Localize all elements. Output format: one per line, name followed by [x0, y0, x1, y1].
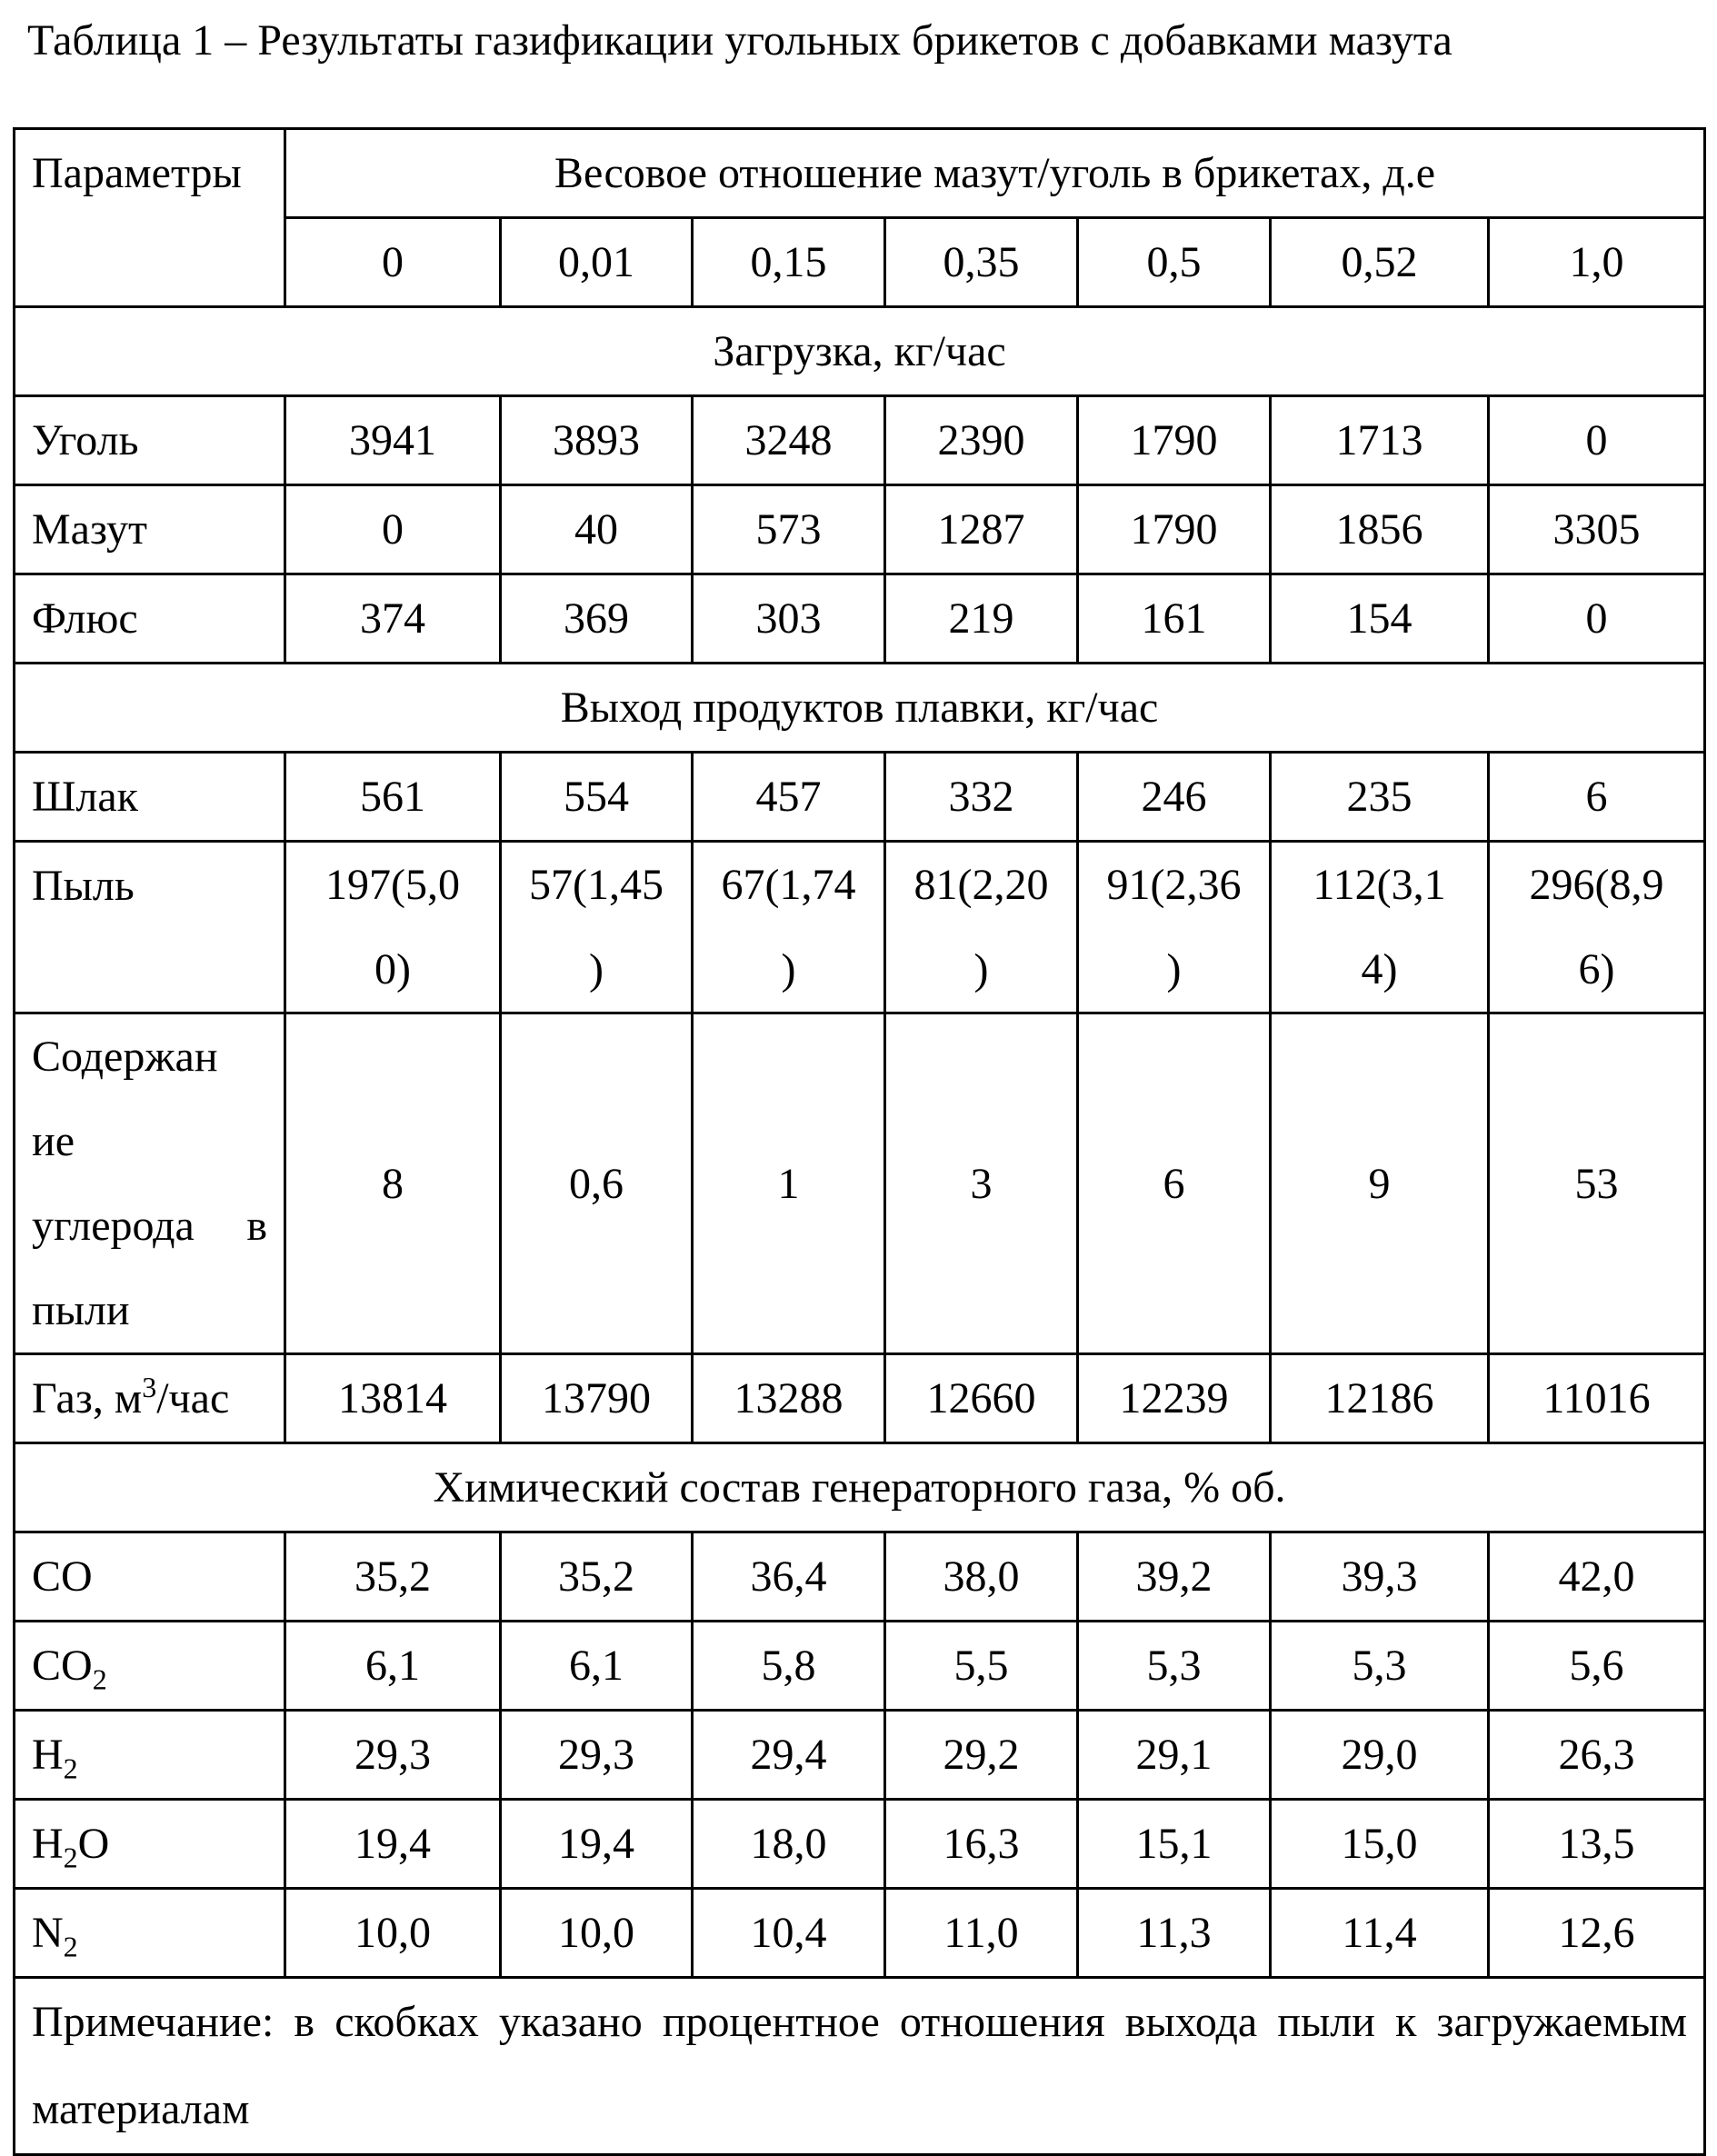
data-cell: 5,8	[693, 1622, 885, 1711]
data-row-gas	[15, 1354, 1705, 1443]
data-cell: 29,2	[885, 1711, 1078, 1800]
ratio-value: 0	[285, 218, 501, 307]
section-row	[15, 1443, 1705, 1532]
ratio-value: 0,01	[501, 218, 693, 307]
data-row-fuel_oil	[15, 485, 1705, 574]
data-cell: 12660	[885, 1354, 1078, 1443]
data-row-h2	[15, 1711, 1705, 1800]
row-label-co2	[15, 1622, 285, 1711]
formula-subscript: 2	[92, 1662, 107, 1696]
data-cell: 6	[1489, 753, 1705, 842]
row-label-n2	[15, 1889, 285, 1978]
data-cell: 1287	[885, 485, 1078, 574]
dust-value-line: )	[781, 945, 796, 993]
dust-value-line: )	[1166, 945, 1182, 993]
row-label-text: Газ, м	[32, 1374, 143, 1422]
dust-value-line: 197(5,0	[325, 861, 460, 909]
ratio-value: 0,52	[1271, 218, 1489, 307]
data-cell: 457	[693, 753, 885, 842]
data-cell: 573	[693, 485, 885, 574]
data-cell: 246	[1078, 753, 1271, 842]
data-cell: 3941	[285, 396, 501, 485]
data-cell	[1271, 842, 1489, 1013]
data-cell: 11,0	[885, 1889, 1078, 1978]
data-cell: 11016	[1489, 1354, 1705, 1443]
header-row	[15, 129, 1705, 218]
data-cell: 13288	[693, 1354, 885, 1443]
data-cell: 161	[1078, 574, 1271, 664]
section-row	[15, 307, 1705, 396]
data-row-co	[15, 1532, 1705, 1622]
section-output: Выход продуктов плавки, кг/час	[15, 664, 1705, 753]
data-cell: 12186	[1271, 1354, 1489, 1443]
header-parameters: Параметры	[15, 129, 285, 307]
data-cell: 15,0	[1271, 1800, 1489, 1889]
data-cell: 38,0	[885, 1532, 1078, 1622]
data-cell: 16,3	[885, 1800, 1078, 1889]
data-cell: 3893	[501, 396, 693, 485]
data-cell: 374	[285, 574, 501, 664]
formula-subscript: 2	[63, 1752, 78, 1785]
label-line: пыли	[32, 1286, 130, 1334]
row-label-dust	[15, 842, 285, 1013]
row-label-carbon	[15, 1013, 285, 1354]
dust-value-line: )	[589, 945, 604, 993]
ratio-value: 0,5	[1078, 218, 1271, 307]
data-cell: 29,4	[693, 1711, 885, 1800]
data-cell: 1856	[1271, 485, 1489, 574]
data-cell: 5,3	[1271, 1622, 1489, 1711]
data-cell	[885, 842, 1078, 1013]
label-line: ие	[32, 1117, 75, 1165]
data-cell	[693, 842, 885, 1013]
data-cell: 13,5	[1489, 1800, 1705, 1889]
formula-text: N	[32, 1909, 64, 1957]
dust-value-line: 4)	[1361, 945, 1398, 993]
results-table	[13, 127, 1706, 2156]
row-label-co	[15, 1532, 285, 1622]
label-superscript: 3	[142, 1371, 157, 1403]
dust-value-line: )	[973, 945, 989, 993]
formula-text: H	[32, 1820, 64, 1868]
dust-value-line: 91(2,36	[1106, 861, 1242, 909]
data-cell: 29,1	[1078, 1711, 1271, 1800]
row-label-h2o	[15, 1800, 285, 1889]
row-label-coal	[15, 396, 285, 485]
data-row-h2o	[15, 1800, 1705, 1889]
note-row	[15, 1978, 1705, 2155]
data-cell: 5,5	[885, 1622, 1078, 1711]
row-label-slag	[15, 753, 285, 842]
ratio-value: 0,15	[693, 218, 885, 307]
formula-text: CO	[32, 1642, 93, 1690]
data-row-dust	[15, 842, 1705, 1013]
data-cell: 29,0	[1271, 1711, 1489, 1800]
row-label-gas	[15, 1354, 285, 1443]
data-cell: 10,0	[501, 1889, 693, 1978]
ratio-value: 0,35	[885, 218, 1078, 307]
data-cell: 12,6	[1489, 1889, 1705, 1978]
data-cell: 35,2	[501, 1532, 693, 1622]
data-cell: 29,3	[501, 1711, 693, 1800]
data-cell: 42,0	[1489, 1532, 1705, 1622]
data-cell: 219	[885, 574, 1078, 664]
data-cell: 0	[285, 485, 501, 574]
data-cell: 12239	[1078, 1354, 1271, 1443]
data-cell: 6,1	[285, 1622, 501, 1711]
data-cell: 40	[501, 485, 693, 574]
label-suffix: /час	[156, 1374, 230, 1422]
data-cell: 0,6	[501, 1013, 693, 1354]
table-caption: Таблица 1 – Результаты газификации угольных брикетов с добавками мазута	[27, 16, 1452, 65]
data-cell: 235	[1271, 753, 1489, 842]
data-cell: 3	[885, 1013, 1078, 1354]
data-cell: 6,1	[501, 1622, 693, 1711]
data-cell: 19,4	[285, 1800, 501, 1889]
data-cell: 369	[501, 574, 693, 664]
data-cell: 53	[1489, 1013, 1705, 1354]
data-cell: 39,3	[1271, 1532, 1489, 1622]
data-cell: 332	[885, 753, 1078, 842]
data-cell: 11,3	[1078, 1889, 1271, 1978]
dust-value-line: 81(2,20	[913, 861, 1049, 909]
dust-value-line: 296(8,9	[1529, 861, 1664, 909]
data-cell: 5,3	[1078, 1622, 1271, 1711]
row-label-h2	[15, 1711, 285, 1800]
data-cell: 2390	[885, 396, 1078, 485]
label-line: Содержан	[32, 1033, 218, 1081]
formula-text: H	[32, 1731, 64, 1779]
dust-value-line: 0)	[374, 945, 411, 993]
data-row-n2	[15, 1889, 1705, 1978]
data-cell: 15,1	[1078, 1800, 1271, 1889]
data-cell: 19,4	[501, 1800, 693, 1889]
dust-value-line: 67(1,74	[721, 861, 856, 909]
row-label-fuel_oil	[15, 485, 285, 574]
table-note: Примечание: в скобках указано процентное отношения выхода пыли к загружаемым материалам	[15, 1978, 1705, 2155]
label-line: углерода в	[32, 1202, 267, 1250]
data-cell: 1713	[1271, 396, 1489, 485]
formula-subscript: 2	[63, 1841, 78, 1874]
row-label-flux	[15, 574, 285, 664]
data-cell	[1078, 842, 1271, 1013]
data-cell: 26,3	[1489, 1711, 1705, 1800]
row-label-text: CO	[32, 1552, 93, 1601]
formula-subscript: 2	[63, 1930, 78, 1963]
header-ratio: Весовое отношение мазут/уголь в брикетах, д.е	[285, 129, 1705, 218]
data-cell: 0	[1489, 574, 1705, 664]
data-cell: 1790	[1078, 396, 1271, 485]
data-cell: 29,3	[285, 1711, 501, 1800]
data-cell	[285, 842, 501, 1013]
section-chem: Химический состав генераторного газа, % об.	[15, 1443, 1705, 1532]
ratio-value: 1,0	[1489, 218, 1705, 307]
data-cell: 35,2	[285, 1532, 501, 1622]
data-cell: 5,6	[1489, 1622, 1705, 1711]
data-cell: 554	[501, 753, 693, 842]
row-label-text: Мазут	[32, 505, 147, 554]
row-label-text: Пыль	[32, 862, 135, 910]
data-cell: 10,4	[693, 1889, 885, 1978]
data-cell	[1489, 842, 1705, 1013]
data-cell: 3248	[693, 396, 885, 485]
data-cell: 561	[285, 753, 501, 842]
data-row-slag	[15, 753, 1705, 842]
data-cell: 13790	[501, 1354, 693, 1443]
row-label-text: Уголь	[32, 416, 139, 464]
data-cell: 18,0	[693, 1800, 885, 1889]
section-row	[15, 664, 1705, 753]
data-cell	[501, 842, 693, 1013]
dust-value-line: 6)	[1578, 945, 1615, 993]
formula-suffix: O	[77, 1820, 110, 1868]
data-cell: 8	[285, 1013, 501, 1354]
data-cell: 1	[693, 1013, 885, 1354]
data-cell: 11,4	[1271, 1889, 1489, 1978]
data-cell: 9	[1271, 1013, 1489, 1354]
data-cell: 1790	[1078, 485, 1271, 574]
data-cell: 10,0	[285, 1889, 501, 1978]
data-cell: 154	[1271, 574, 1489, 664]
data-cell: 303	[693, 574, 885, 664]
data-cell: 39,2	[1078, 1532, 1271, 1622]
row-label-text: Флюс	[32, 594, 138, 643]
data-cell: 13814	[285, 1354, 501, 1443]
data-row-co2	[15, 1622, 1705, 1711]
dust-value-line: 57(1,45	[529, 861, 664, 909]
data-cell: 6	[1078, 1013, 1271, 1354]
data-cell: 36,4	[693, 1532, 885, 1622]
data-row-flux	[15, 574, 1705, 664]
data-cell: 0	[1489, 396, 1705, 485]
data-cell: 3305	[1489, 485, 1705, 574]
data-row-carbon	[15, 1013, 1705, 1354]
dust-value-line: 112(3,1	[1313, 861, 1446, 909]
section-load: Загрузка, кг/час	[15, 307, 1705, 396]
row-label-text: Шлак	[32, 773, 138, 821]
data-row-coal	[15, 396, 1705, 485]
